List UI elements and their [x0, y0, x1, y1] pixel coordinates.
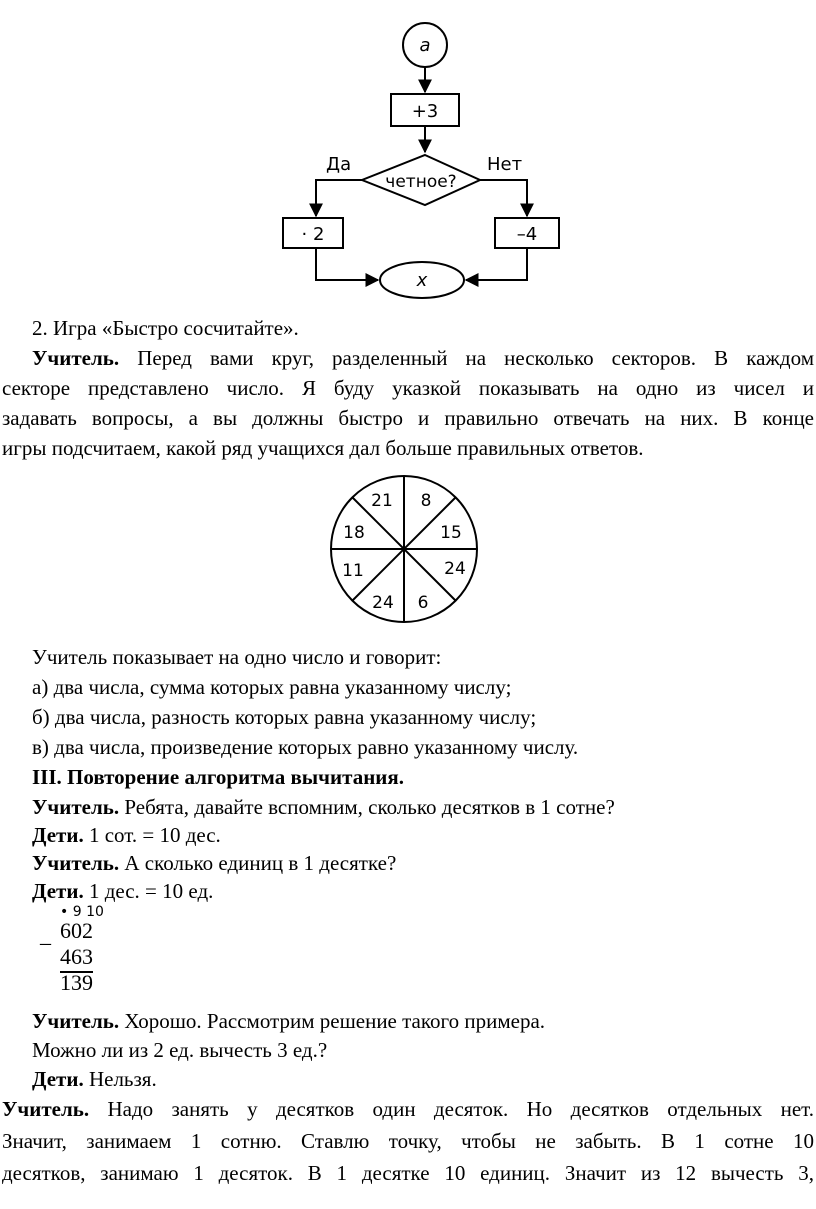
minus-sign: _: [40, 922, 51, 947]
utterance: 1 сот. = 10 дес.: [83, 823, 221, 847]
game-paragraph-line-4: игры подсчитаем, какой ряд учащихся дал больше правильных ответов.: [2, 436, 644, 460]
sector-number: 6: [417, 593, 429, 613]
sector-number: 24: [372, 593, 394, 613]
utterance: Хорошо. Рассмотрим решение такого примера.: [119, 1009, 546, 1033]
utterance: Надо занять у десятков один десяток. Но десятков отдельных нет.: [89, 1097, 814, 1121]
shows-text: Учитель показывает на одно число и говорит:: [32, 645, 442, 669]
speaker: Учитель.: [32, 795, 120, 819]
speaker: Учитель.: [32, 851, 120, 875]
dialog-line: [32, 792, 615, 822]
teacher-label: Учитель.: [32, 346, 120, 370]
result: 139: [60, 970, 93, 995]
section-heading: III. Повторение алгоритма вычитания.: [32, 765, 405, 789]
add-three-label: +3: [411, 101, 439, 122]
start-label: a: [419, 35, 431, 56]
end-label: x: [416, 270, 428, 291]
option-c: в) два числа, произведение которых равно указанному числу.: [32, 735, 579, 759]
speaker: Учитель.: [32, 1009, 120, 1033]
flowchart: [0, 0, 816, 310]
teacher-text: Перед вами круг, разделенный на несколько секторов. В каждом: [137, 346, 814, 370]
utterance: 1 дес. = 10 ед.: [83, 879, 214, 903]
speaker: Дети.: [32, 1067, 84, 1091]
game-paragraph-line-2: секторе представлено число. Я буду указкой показывать на одно из чисел и: [2, 376, 814, 400]
final-line-1: [2, 1094, 814, 1124]
no-label: Нет: [487, 154, 523, 175]
number-circle: [320, 470, 490, 630]
minuend: 602: [60, 918, 93, 943]
yes-action-label: · 2: [301, 224, 325, 245]
final-line-3: десятков, занимаю 1 десяток. В 1 десятке 10 единиц. Значит из 12 вычесть 3,: [2, 1161, 814, 1185]
sector-number: 11: [342, 561, 364, 581]
speaker: Учитель.: [2, 1097, 90, 1121]
dialog-line: [32, 1035, 327, 1065]
dialog-line: [32, 848, 396, 878]
sector-number: 8: [420, 491, 432, 511]
yes-label: Да: [326, 154, 352, 175]
speaker: Дети.: [32, 823, 84, 847]
option-b: б) два числа, разность которых равна указанному числу;: [32, 705, 537, 729]
sector-number: 15: [440, 523, 462, 543]
speaker: Дети.: [32, 879, 84, 903]
game-paragraph-line-1: [32, 343, 814, 373]
sector-number: 24: [444, 559, 466, 579]
no-action-label: –4: [516, 224, 538, 245]
dialog-line: [32, 1006, 545, 1036]
utterance: Нельзя.: [83, 1067, 157, 1091]
utterance: Ребята, давайте вспомним, сколько десятков в 1 сотне?: [119, 795, 615, 819]
subtraction-example: [30, 902, 120, 998]
game-title: 2. Игра «Быстро сосчитайте».: [32, 316, 299, 340]
dialog-line: [32, 820, 221, 850]
sector-number: 21: [371, 491, 393, 511]
utterance: А сколько единиц в 1 десятке?: [119, 851, 397, 875]
dialog-line: [32, 1064, 157, 1094]
borrow-marks: • 9 10: [60, 904, 104, 920]
game-paragraph-line-3: задавать вопросы, а вы должны быстро и правильно отвечать на них. В конце: [2, 406, 814, 430]
final-line-2: Значит, занимаем 1 сотню. Ставлю точку, чтобы не забыть. В 1 сотне 10: [2, 1129, 814, 1153]
decision-label: четное?: [385, 172, 457, 192]
subtrahend: 463: [60, 944, 93, 973]
option-a: а) два числа, сумма которых равна указанному числу;: [32, 675, 512, 699]
utterance: Можно ли из 2 ед. вычесть 3 ед.?: [32, 1038, 328, 1062]
sector-number: 18: [343, 523, 365, 543]
